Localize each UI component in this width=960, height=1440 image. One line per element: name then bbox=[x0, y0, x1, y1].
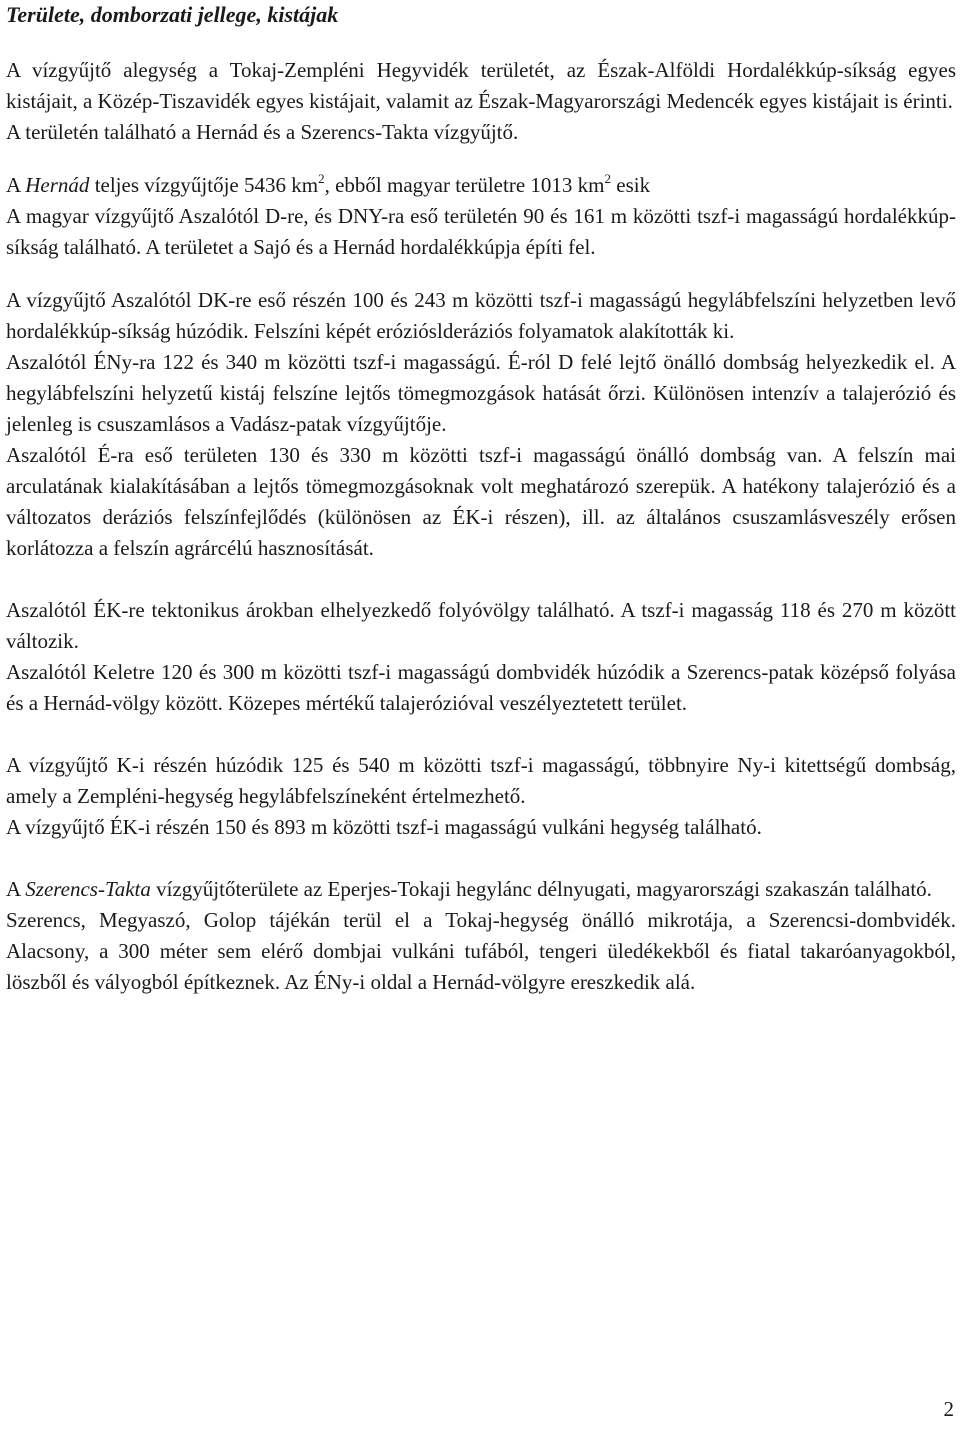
lead-text-1: teljes vízgyűjtője 5436 km bbox=[89, 173, 319, 197]
lead-prefix: A bbox=[6, 877, 26, 901]
paragraph-northeast-part: A vízgyűjtő ÉK-i részén 150 és 893 m közötti tszf-i magasságú vulkáni hegység található. bbox=[6, 815, 762, 839]
lead-text-2: , ebből magyar területre 1013 km bbox=[324, 173, 605, 197]
lead-prefix: A bbox=[6, 173, 26, 197]
paragraph-szerencs-hills: Szerencs, Megyaszó, Golop tájékán terül el a Tokaj-hegység önálló mikrotája, a Szerencsi-dombvidék. Alacsony, a 300 méter sem elérő dombjai vulkáni tufából, tengeri üledékekből és fiatal takaróanyagokból, löszből és vályogból építkeznek. Az ÉNy-i oldal a Hernád-völgyre ereszkedik alá. bbox=[6, 908, 956, 994]
page-number: 2 bbox=[943, 1397, 954, 1421]
hernad-lead-paragraph bbox=[6, 170, 956, 201]
superscript-2b: 2 bbox=[604, 171, 611, 186]
lead-text: vízgyűjtőterülete az Eperjes-Tokaji hegylánc délnyugati, magyarországi szakaszán található. bbox=[150, 877, 932, 901]
paragraph-aszalo-south: A magyar vízgyűjtő Aszalótól D-re, és DNY-ra eső területén 90 és 161 m közötti tszf-i magasságú hordalékkúp-síkság található. A területet a Sajó és a Hernád hordalékkúpja építi fel. bbox=[6, 204, 956, 259]
superscript-2: 2 bbox=[318, 171, 325, 186]
section-heading: Területe, domborzati jellege, kistájak bbox=[6, 2, 339, 27]
lead-text-3: esik bbox=[611, 173, 651, 197]
paragraph-aszalo-east: Aszalótól Keletre 120 és 300 m közötti tszf-i magasságú dombvidék húzódik a Szerencs-patak középső folyása és a Hernád-völgy között. Közepes mértékű talajerózióval veszélyeztetett terület. bbox=[6, 660, 956, 715]
intro-paragraph-2: A területén található a Hernád és a Szerencs-Takta vízgyűjtő. bbox=[6, 120, 519, 144]
river-name-hernad: Hernád bbox=[25, 173, 90, 197]
paragraph-aszalo-southeast: A vízgyűjtő Aszalótól DK-re eső részén 100 és 243 m közötti tszf-i magasságú hegylábfelszíni helyzetben levő hordalékkúp-síkság húzódik. Felszíni képét erózióslderáziós folyamatok alakították ki. bbox=[6, 288, 956, 343]
paragraph-aszalo-northwest: Aszalótól ÉNy-ra 122 és 340 m közötti tszf-i magasságú. É-ról D felé lejtő önálló dombság helyezkedik el. A hegylábfelszíni helyzetű kistáj felszíne lejtős tömegmozgások hatását őrzi. Különösen intenzív a talajerózió és jelenleg is csuszamlásos a Vadász-patak vízgyűjtője. bbox=[6, 350, 956, 436]
spacer bbox=[6, 719, 956, 750]
spacer bbox=[6, 843, 956, 874]
spacer bbox=[6, 564, 956, 595]
intro-paragraph: A vízgyűjtő alegység a Tokaj-Zempléni Hegyvidék területét, az Észak-Alföldi Hordalékkúp-síkság egyes kistájait, a Közép-Tiszavidék egyes kistájait, valamit az Észak-Magyarországi Medencék egyes kistájait is érinti. bbox=[6, 58, 956, 113]
paragraph-east-part: A vízgyűjtő K-i részén húzódik 125 és 540 m közötti tszf-i magasságú, többnyire Ny-i kitettségű dombság, amely a Zempléni-hegység hegylábfelszíneként értelmezhető. bbox=[6, 753, 956, 808]
spacer bbox=[6, 263, 956, 285]
szerencs-lead-paragraph bbox=[6, 874, 956, 905]
paragraph-aszalo-north: Aszalótól É-ra eső területen 130 és 330 m közötti tszf-i magasságú önálló dombság van. A felszín mai arculatának kialakításában a lejtős tömegmozgásoknak volt meghatározó szerepük. A hatékony talajerózió és a változatos deráziós felszínfejlődés (különösen az ÉK-i részen), ill. az általános csuszamlásveszély erősen korlátozza a felszín agrárcélú hasznosítását. bbox=[6, 443, 956, 560]
river-name-szerencs-takta: Szerencs-Takta bbox=[25, 877, 151, 901]
document-page bbox=[6, 0, 956, 998]
spacer bbox=[6, 148, 956, 170]
paragraph-aszalo-northeast: Aszalótól ÉK-re tektonikus árokban elhelyezkedő folyóvölgy található. A tszf-i magasság 118 és 270 m között változik. bbox=[6, 598, 956, 653]
spacer bbox=[6, 30, 956, 55]
